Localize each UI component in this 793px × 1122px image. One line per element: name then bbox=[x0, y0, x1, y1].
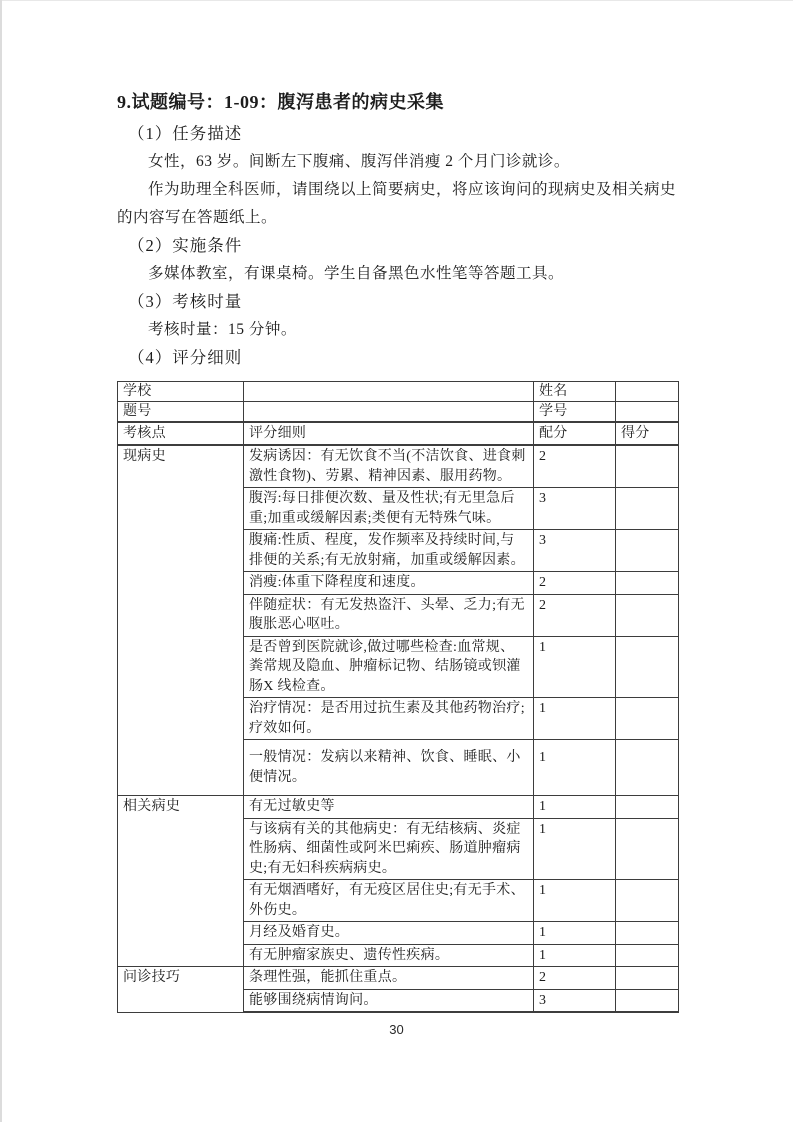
score-cell bbox=[616, 488, 679, 530]
criteria-cell: 是否曾到医院就诊,做过哪些检查:血常规、粪常规及隐血、肿瘤标记物、结肠镜或钡灌肠X 线检查。 bbox=[244, 636, 534, 698]
allotted-points-cell: 1 bbox=[534, 636, 616, 698]
criteria-cell: 月经及婚育史。 bbox=[244, 922, 534, 945]
criteria-cell: 伴随症状：有无发热盗汗、头晕、乏力;有无腹胀恶心呕吐。 bbox=[244, 594, 534, 636]
student-id-label-cell: 学号 bbox=[534, 402, 616, 423]
rubric-row bbox=[118, 445, 679, 488]
score-cell bbox=[616, 572, 679, 595]
header-scoring-detail: 评分细则 bbox=[244, 422, 534, 445]
section-heading-conditions: （2）实施条件 bbox=[128, 236, 243, 255]
info-row-question-number bbox=[118, 402, 679, 423]
info-row-school bbox=[118, 382, 679, 402]
section-heading-duration: （3）考核时量 bbox=[128, 292, 243, 311]
duration-paragraph: 考核时量：15 分钟。 bbox=[148, 321, 297, 338]
header-allotted-points: 配分 bbox=[534, 422, 616, 445]
page-number: 30 bbox=[389, 1022, 404, 1037]
table-header-row bbox=[118, 422, 679, 445]
scoring-table bbox=[117, 381, 679, 1013]
criteria-cell: 腹泻:每日排便次数、量及性状;有无里急后重;加重或缓解因素;类便有无特殊气味。 bbox=[244, 488, 534, 530]
question-number-value-cell bbox=[244, 402, 534, 423]
rubric-row bbox=[118, 796, 679, 819]
category-cell: 问诊技巧 bbox=[118, 967, 244, 1013]
page-content bbox=[117, 90, 678, 1013]
school-value-cell bbox=[244, 382, 534, 402]
header-score: 得分 bbox=[616, 422, 679, 445]
score-cell bbox=[616, 594, 679, 636]
criteria-cell: 与该病有关的其他病史：有无结核病、炎症性肠病、细菌性或阿米巴痢疾、肠道肿瘤病史;有无妇科疾病病史。 bbox=[244, 818, 534, 880]
category-cell: 现病史 bbox=[118, 445, 244, 796]
allotted-points-cell: 1 bbox=[534, 698, 616, 740]
question-number-label-cell: 题号 bbox=[118, 402, 244, 423]
score-cell bbox=[616, 989, 679, 1012]
name-label-cell: 姓名 bbox=[534, 382, 616, 402]
score-cell bbox=[616, 880, 679, 922]
allotted-points-cell: 2 bbox=[534, 967, 616, 990]
allotted-points-cell: 3 bbox=[534, 488, 616, 530]
name-value-cell bbox=[616, 382, 679, 402]
score-cell bbox=[616, 445, 679, 488]
section-heading-task-description: （1）任务描述 bbox=[128, 124, 243, 143]
score-cell bbox=[616, 530, 679, 572]
section-heading-rubric: （4）评分细则 bbox=[128, 348, 243, 367]
rubric-row bbox=[118, 967, 679, 990]
criteria-cell: 有无过敏史等 bbox=[244, 796, 534, 819]
score-cell bbox=[616, 796, 679, 819]
allotted-points-cell: 2 bbox=[534, 445, 616, 488]
student-id-value-cell bbox=[616, 402, 679, 423]
header-assessment-point: 考核点 bbox=[118, 422, 244, 445]
allotted-points-cell: 2 bbox=[534, 594, 616, 636]
task-paragraph-instruction: 作为助理全科医师，请围绕以上简要病史，将应该询问的现病史及相关病史的内容写在答题纸上。 bbox=[117, 181, 677, 226]
allotted-points-cell: 1 bbox=[534, 740, 616, 796]
school-label-cell: 学校 bbox=[118, 382, 244, 402]
doc-title: 9.试题编号：1-09：腹泻患者的病史采集 bbox=[117, 92, 444, 112]
criteria-cell: 条理性强，能抓住重点。 bbox=[244, 967, 534, 990]
criteria-cell: 治疗情况：是否用过抗生素及其他药物治疗;疗效如何。 bbox=[244, 698, 534, 740]
score-cell bbox=[616, 698, 679, 740]
allotted-points-cell: 1 bbox=[534, 944, 616, 967]
conditions-paragraph: 多媒体教室，有课桌椅。学生自备黑色水性笔等答题工具。 bbox=[148, 265, 565, 282]
criteria-cell: 消瘦:体重下降程度和速度。 bbox=[244, 572, 534, 595]
criteria-cell: 能够围绕病情询问。 bbox=[244, 989, 534, 1012]
score-cell bbox=[616, 818, 679, 880]
allotted-points-cell: 1 bbox=[534, 796, 616, 819]
task-paragraph-case: 女性，63 岁。间断左下腹痛、腹泻伴消瘦 2 个月门诊就诊。 bbox=[148, 153, 570, 170]
allotted-points-cell: 3 bbox=[534, 989, 616, 1012]
allotted-points-cell: 2 bbox=[534, 572, 616, 595]
criteria-cell: 有无烟酒嗜好，有无疫区居住史;有无手术、外伤史。 bbox=[244, 880, 534, 922]
score-cell bbox=[616, 740, 679, 796]
allotted-points-cell: 1 bbox=[534, 880, 616, 922]
criteria-cell: 发病诱因：有无饮食不当(不洁饮食、进食刺激性食物)、劳累、精神因素、服用药物。 bbox=[244, 445, 534, 488]
score-cell bbox=[616, 944, 679, 967]
score-cell bbox=[616, 922, 679, 945]
category-cell: 相关病史 bbox=[118, 796, 244, 967]
allotted-points-cell: 3 bbox=[534, 530, 616, 572]
criteria-cell: 有无肿瘤家族史、遗传性疾病。 bbox=[244, 944, 534, 967]
criteria-cell: 腹痛:性质、程度，发作频率及持续时间,与排便的关系;有无放射痛，加重或缓解因素。 bbox=[244, 530, 534, 572]
score-cell bbox=[616, 967, 679, 990]
criteria-cell: 一般情况：发病以来精神、饮食、睡眠、小便情况。 bbox=[244, 740, 534, 796]
allotted-points-cell: 1 bbox=[534, 922, 616, 945]
allotted-points-cell: 1 bbox=[534, 818, 616, 880]
score-cell bbox=[616, 636, 679, 698]
